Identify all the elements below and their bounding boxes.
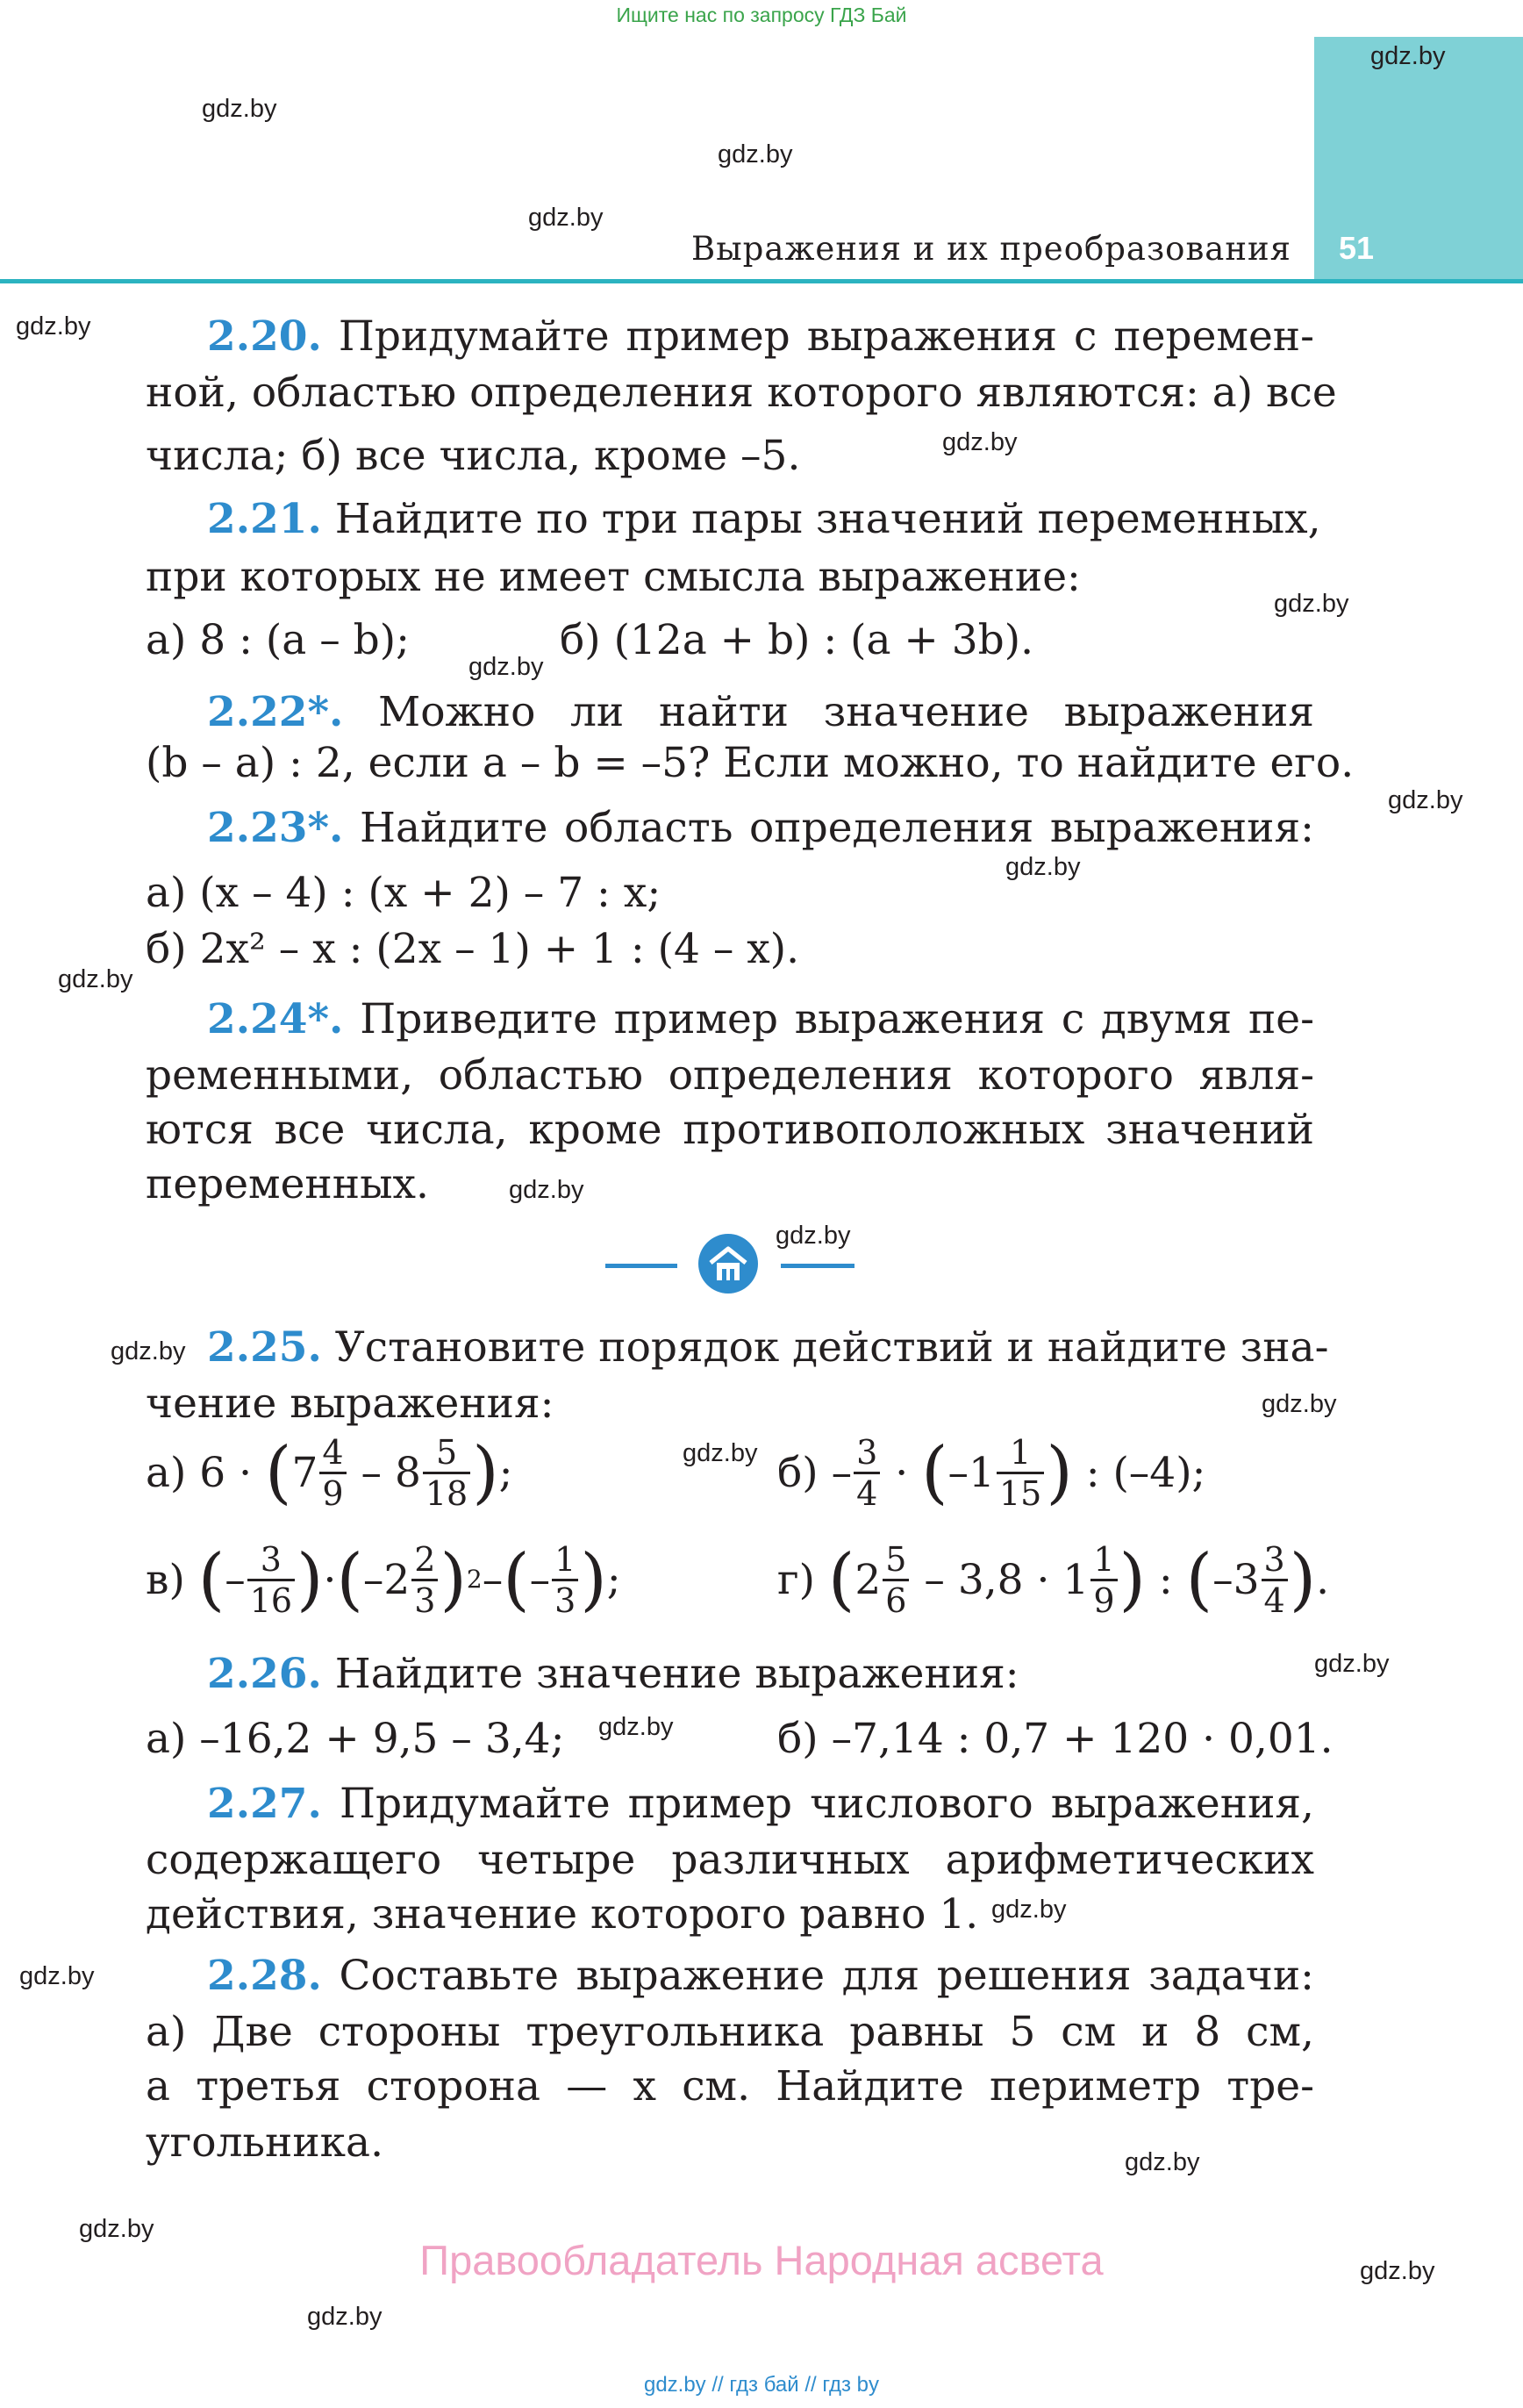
footer-links[interactable]: gdz.by // гдз бай // гдз by — [643, 2373, 880, 2397]
watermark: gdz.by — [1314, 1650, 1390, 1678]
watermark: gdz.by — [718, 140, 793, 168]
task-2-28-line: 2.28. Составьте выражение для решения задачи: — [207, 1952, 1314, 2000]
top-search-hint[interactable]: Ищите нас по запросу ГДЗ Бай — [616, 4, 907, 26]
watermark: gdz.by — [1125, 2148, 1200, 2176]
task-2-25-line: чение выражения: — [146, 1380, 554, 1428]
watermark: gdz.by — [1360, 2257, 1435, 2285]
task-2-28-line: угольника. — [146, 2118, 384, 2167]
watermark: gdz.by — [598, 1713, 674, 1741]
watermark: gdz.by — [991, 1896, 1067, 1924]
task-2-20-line: числа; б) все числа, кроме –5. — [146, 432, 801, 480]
watermark: gdz.by — [1388, 786, 1463, 814]
watermark: gdz.by — [1262, 1390, 1337, 1418]
task-2-21-item-b: б) (12a + b) : (a + 3b). — [560, 616, 1034, 664]
watermark: gdz.by — [19, 1962, 95, 1990]
homework-divider-right — [781, 1264, 854, 1268]
task-2-23-line: 2.23*. Найдите область определения выражения: — [207, 804, 1314, 852]
task-2-24-line: переменных. — [146, 1160, 429, 1208]
watermark: gdz.by — [683, 1439, 758, 1467]
task-2-24-line: ременными, областью определения которого явля- — [146, 1051, 1314, 1100]
watermark: gdz.by — [1274, 590, 1349, 618]
task-2-26-item-b: б) –7,14 : 0,7 + 120 · 0,01. — [777, 1715, 1334, 1763]
task-2-27-line: содержащего четыре различных арифметических — [146, 1836, 1314, 1884]
task-2-21-item-a: а) 8 : (a – b); — [146, 616, 410, 664]
task-2-28-line: а третья сторона — x см. Найдите периметр тре- — [146, 2062, 1314, 2111]
watermark: gdz.by — [111, 1337, 186, 1365]
task-2-26-line: 2.26. Найдите значение выражения: — [207, 1650, 1019, 1698]
copyright-notice: Правообладатель Народная асвета — [419, 2237, 1104, 2283]
task-2-23-item-b: б) 2x² – x : (2x – 1) + 1 : (4 – x). — [146, 925, 800, 973]
watermark: gdz.by — [776, 1222, 851, 1250]
watermark: gdz.by — [307, 2303, 383, 2331]
watermark: gdz.by — [79, 2215, 154, 2243]
task-2-24-line: ются все числа, кроме противоположных значений — [146, 1106, 1314, 1154]
watermark: gdz.by — [16, 312, 91, 340]
watermark: gdz.by — [528, 204, 604, 232]
page-number: 51 — [1339, 230, 1375, 266]
task-2-21-line: 2.21. Найдите по три пары значений переменных, — [207, 495, 1321, 543]
task-2-27-line: 2.27. Придумайте пример числового выражения, — [207, 1780, 1314, 1828]
homework-divider-left — [605, 1264, 677, 1268]
task-2-28-line: а) Две стороны треугольника равны 5 см и 8 см, — [146, 2008, 1314, 2056]
section-title: Выражения и их преобразования — [691, 230, 1291, 268]
task-2-25-item-g: г) ( 2 $\frac{5}{6}$ – 3,8 · 1 $\frac{1}{9}$ ) : ( –3 $\frac{3}{4}$ ) . — [777, 1539, 1330, 1620]
task-2-20-line: ной, областью определения которого являются: а) все — [146, 369, 1337, 417]
watermark: gdz.by — [58, 965, 133, 993]
task-2-25-line: 2.25. Установите порядок действий и найдите зна- — [207, 1323, 1329, 1372]
task-2-22-line: (b – a) : 2, если a – b = –5? Если можно, то найдите его. — [146, 739, 1355, 787]
watermark: gdz.by — [202, 95, 277, 123]
watermark: gdz.by — [509, 1176, 584, 1204]
task-2-25-item-b: б) – $\frac{3}{4}$ · ( –1 $\frac{1}{15}$ ) : (–4); — [777, 1432, 1206, 1513]
task-2-22-line: 2.22*. Можно ли найти значение выражения — [207, 688, 1314, 736]
task-2-27-line: действия, значение которого равно 1. — [146, 1890, 979, 1939]
watermark: gdz.by — [1370, 42, 1446, 70]
task-2-24-line: 2.24*. Приведите пример выражения с двумя пе- — [207, 995, 1314, 1043]
house-icon — [698, 1234, 758, 1294]
task-2-23-item-a: а) (x – 4) : (x + 2) – 7 : x; — [146, 869, 661, 917]
task-2-25-item-a: а) 6 · ( 7 $\frac{4}{9}$ – 8 $\frac{5}{18}$ ) ; — [146, 1432, 513, 1513]
watermark: gdz.by — [942, 428, 1018, 456]
header-rule — [0, 279, 1523, 283]
task-2-21-line: при которых не имеет смысла выражение: — [146, 553, 1081, 601]
watermark: gdz.by — [1005, 853, 1081, 881]
task-2-26-item-a: а) –16,2 + 9,5 – 3,4; — [146, 1715, 565, 1763]
task-2-25-item-v: в) ( – $\frac{3}{16}$ ) · ( –2 $\frac{2}{3}$ ) 2 – ( – $\frac{1}{3}$ ) ; — [146, 1539, 621, 1620]
watermark: gdz.by — [468, 653, 544, 681]
homework-section-icon — [698, 1234, 758, 1294]
task-2-20-line: 2.20. Придумайте пример выражения с перемен- — [207, 312, 1314, 361]
